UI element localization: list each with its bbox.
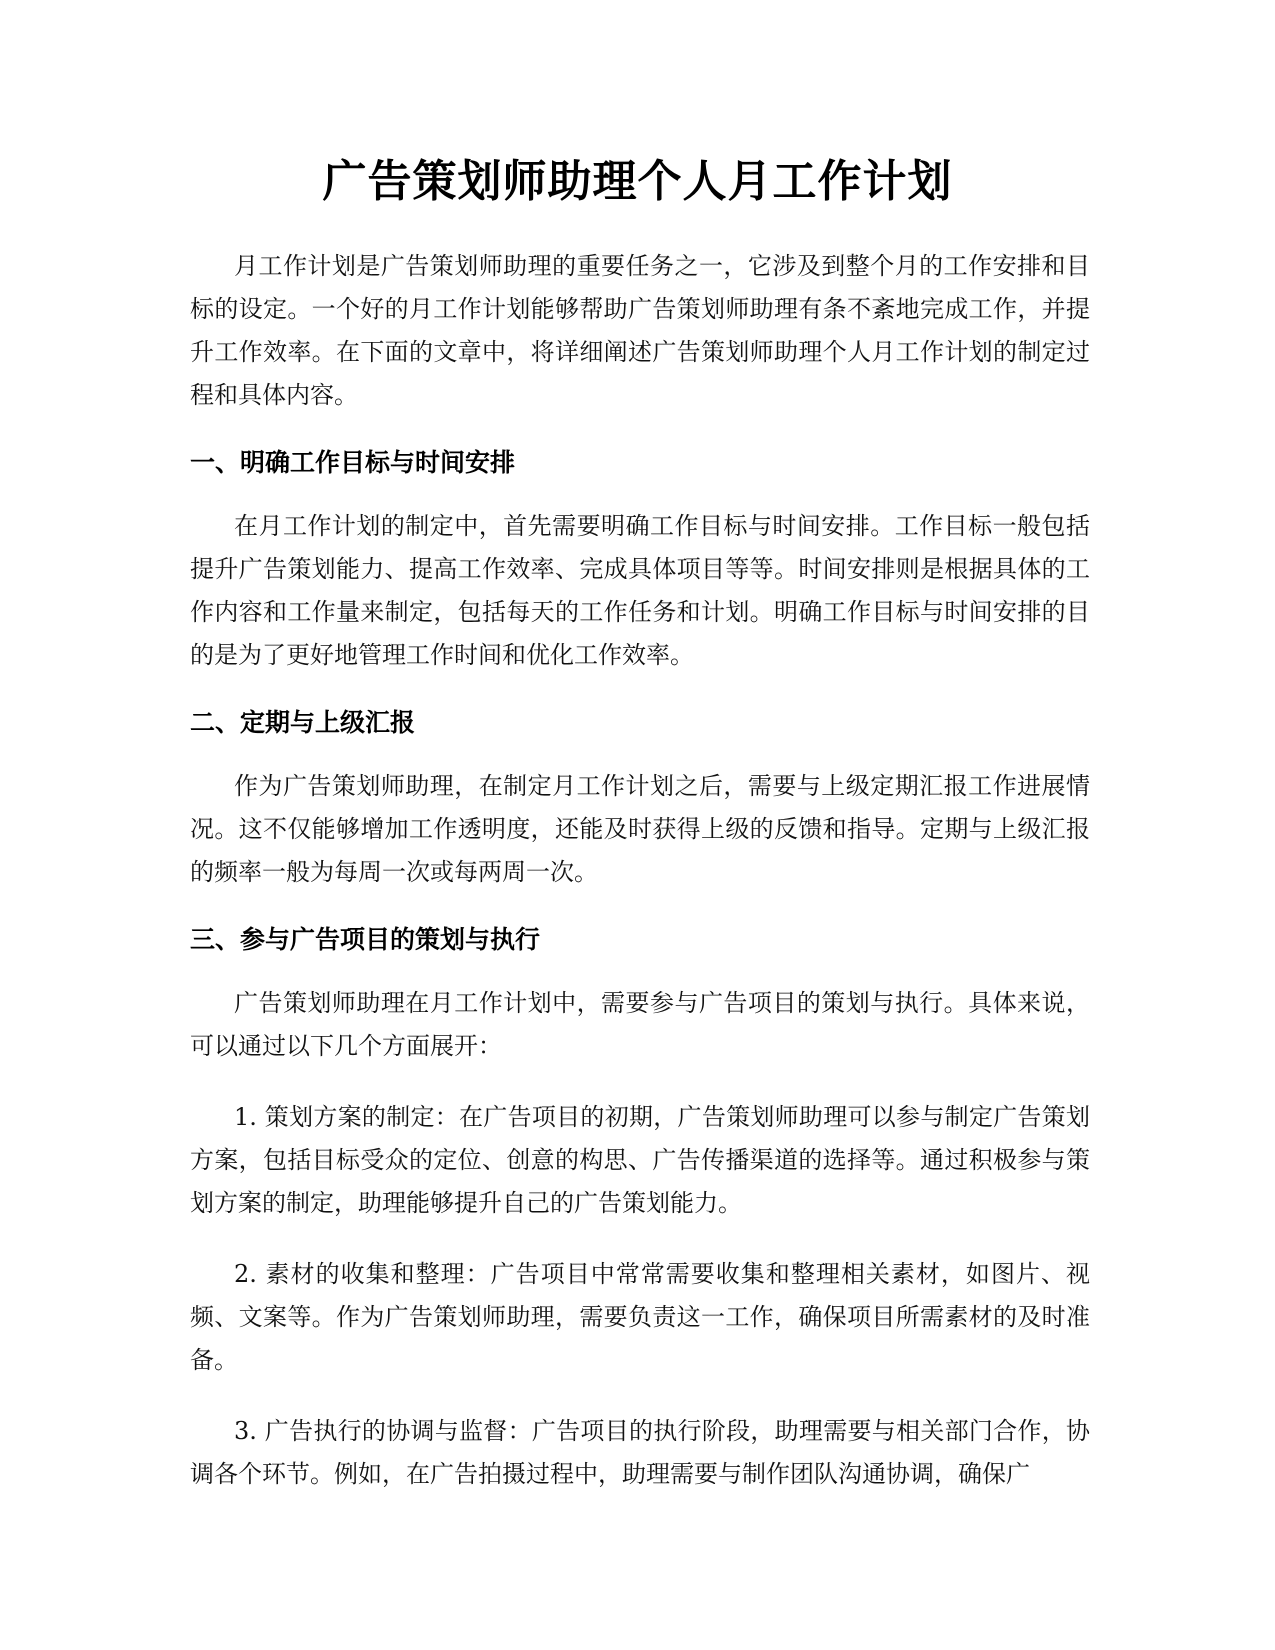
section-1-paragraph-1: 在月工作计划的制定中，首先需要明确工作目标与时间安排。工作目标一般包括提升广告策划能力、提高工作效率、完成具体项目等等。时间安排则是根据具体的工作内容和工作量来制定，包括每天的工作任务和计划。明确工作目标与时间安排的目的是为了更好地管理工作时间和优化工作效率。 [190,512,1090,669]
document-title: 广告策划师助理个人月工作计划 [322,156,953,207]
section-3-list-item-1: 1. 策划方案的制定：在广告项目的初期，广告策划师助理可以参与制定广告策划方案，包括目标受众的定位、创意的构思、广告传播渠道的选择等。通过积极参与策划方案的制定，助理能够提升自己的广告策划能力。 [190,1103,1090,1217]
section-heading-3: 三、参与广告项目的策划与执行 [190,925,541,954]
intro-paragraph: 月工作计划是广告策划师助理的重要任务之一，它涉及到整个月的工作安排和目标的设定。一个好的月工作计划能够帮助广告策划师助理有条不紊地完成工作，并提升工作效率。在下面的文章中，将详细阐述广告策划师助理个人月工作计划的制定过程和具体内容。 [190,252,1090,409]
section-heading-2: 二、定期与上级汇报 [190,708,416,737]
section-3-list-item-3: 3. 广告执行的协调与监督：广告项目的执行阶段，助理需要与相关部门合作，协调各个环节。例如，在广告拍摄过程中，助理需要与制作团队沟通协调，确保广 [190,1417,1090,1488]
section-3-paragraph-1: 广告策划师助理在月工作计划中，需要参与广告项目的策划与执行。具体来说，可以通过以下几个方面展开： [190,989,1090,1060]
document-body [190,245,1090,1524]
section-heading-1: 一、明确工作目标与时间安排 [190,448,516,477]
section-3-list-item-2: 2. 素材的收集和整理：广告项目中常常需要收集和整理相关素材，如图片、视频、文案等。作为广告策划师助理，需要负责这一工作，确保项目所需素材的及时准备。 [190,1260,1090,1374]
section-2-paragraph-1: 作为广告策划师助理，在制定月工作计划之后，需要与上级定期汇报工作进展情况。这不仅能够增加工作透明度，还能及时获得上级的反馈和指导。定期与上级汇报的频率一般为每周一次或每两周一次。 [190,772,1090,886]
